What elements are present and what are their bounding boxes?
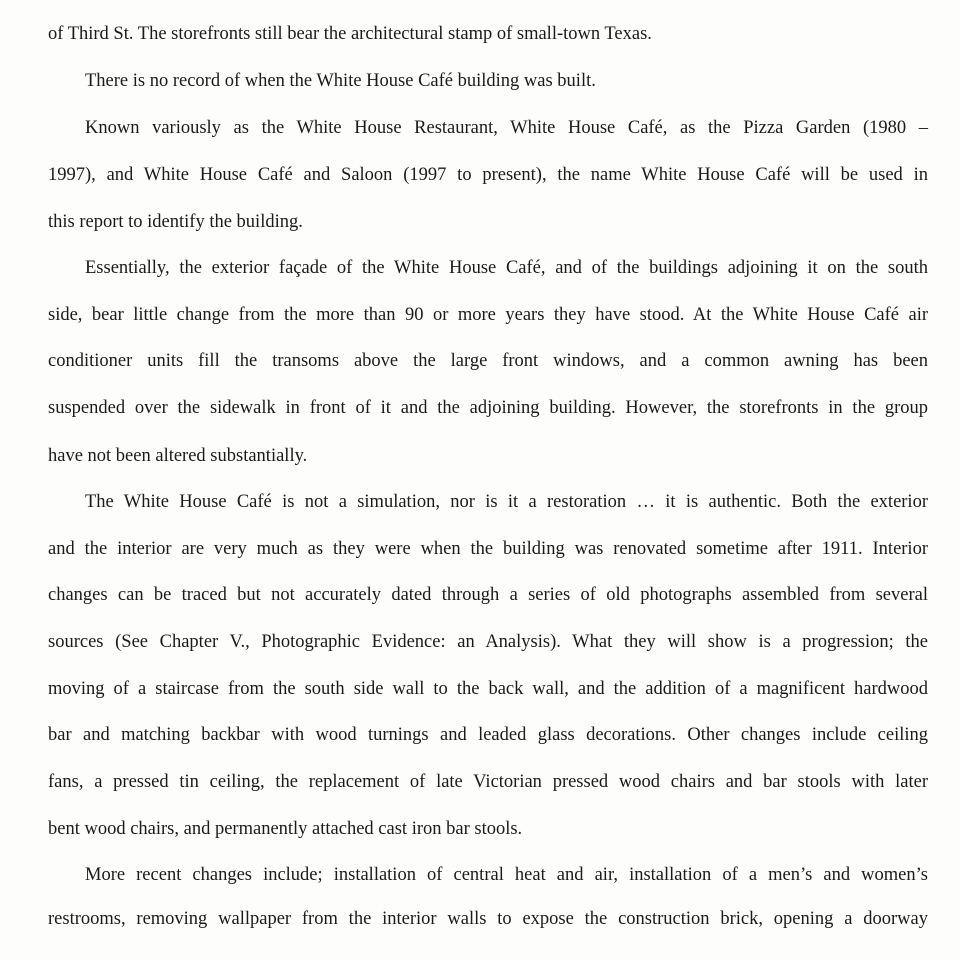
paragraph-line: More recent changes include; installation of central heat and air, installation of a men’s and women’s bbox=[85, 865, 928, 885]
paragraph-line: restrooms, removing wallpaper from the interior walls to expose the construction brick, opening a doorway bbox=[48, 909, 928, 929]
paragraph-line: The White House Café is not a simulation, nor is it a restoration … it is authentic. Both the exterior bbox=[85, 492, 928, 512]
paragraph-line: moving of a staircase from the south side wall to the back wall, and the addition of a magnificent hardwood bbox=[48, 679, 928, 699]
paragraph-line: sources (See Chapter V., Photographic Evidence: an Analysis). What they will show is a progression; the bbox=[48, 632, 928, 652]
paragraph-line: conditioner units fill the transoms above the large front windows, and a common awning has been bbox=[48, 351, 928, 371]
paragraph-line: fans, a pressed tin ceiling, the replacement of late Victorian pressed wood chairs and bar stools with later bbox=[48, 772, 928, 792]
paragraph-line: Essentially, the exterior façade of the White House Café, and of the buildings adjoining it on the south bbox=[85, 258, 928, 278]
paragraph-line: Known variously as the White House Restaurant, White House Café, as the Pizza Garden (1980 – bbox=[85, 118, 928, 138]
paragraph-line: 1997), and White House Café and Saloon (1997 to present), the name White House Café will be used in bbox=[48, 165, 928, 185]
paragraph-line: side, bear little change from the more than 90 or more years they have stood. At the White House Café air bbox=[48, 305, 928, 325]
paragraph-line: bar and matching backbar with wood turnings and leaded glass decorations. Other changes include ceiling bbox=[48, 725, 928, 745]
paragraph-line: and the interior are very much as they were when the building was renovated sometime after 1911. Interior bbox=[48, 539, 928, 559]
paragraph-line: this report to identify the building. bbox=[48, 212, 303, 232]
paragraph-line: bent wood chairs, and permanently attached cast iron bar stools. bbox=[48, 819, 523, 839]
paragraph-line: changes can be traced but not accurately dated through a series of old photographs assembled from several bbox=[48, 585, 928, 605]
paragraph-line: suspended over the sidewalk in front of it and the adjoining building. However, the storefronts in the group bbox=[48, 398, 928, 418]
paragraph-line: There is no record of when the White House Café building was built. bbox=[85, 71, 596, 91]
paragraph-line: of Third St. The storefronts still bear the architectural stamp of small-town Texas. bbox=[48, 24, 652, 44]
paragraph-line: have not been altered substantially. bbox=[48, 446, 308, 466]
